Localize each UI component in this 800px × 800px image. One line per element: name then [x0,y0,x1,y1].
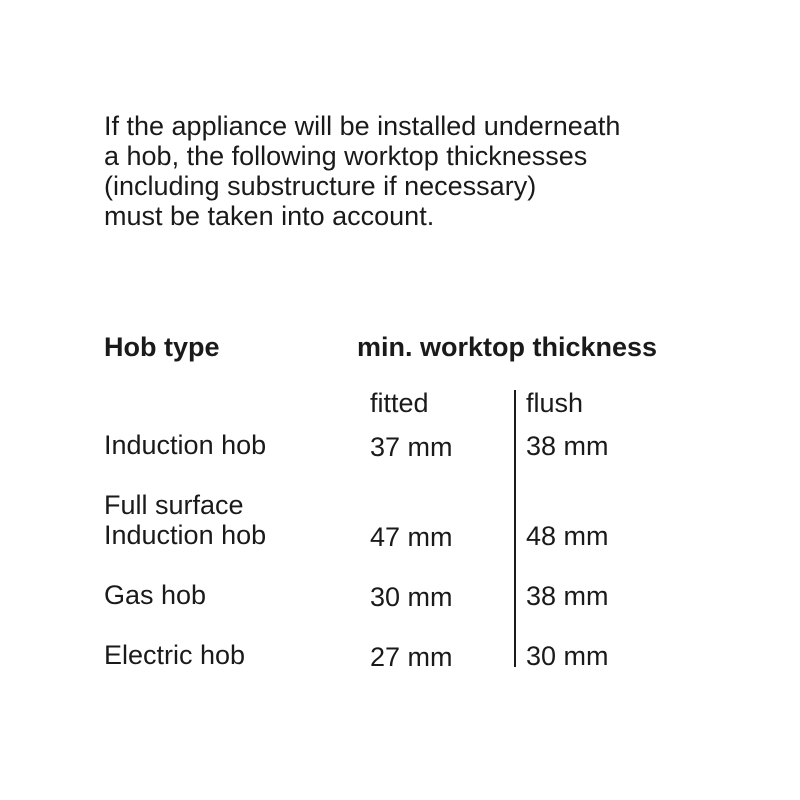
intro-line: (including substructure if necessary) [104,171,537,201]
intro-line: must be taken into account. [104,201,435,231]
row-fitted-value: 30 mm [370,582,453,612]
column-divider [514,390,516,667]
row-hob-type: Induction hob [104,520,267,550]
row-hob-type: Induction hob [104,430,267,460]
column-header-hob-type: Hob type [104,332,220,362]
row-flush-value: 38 mm [526,581,609,611]
row-flush-value: 38 mm [526,431,609,461]
intro-line: If the appliance will be installed underneath [104,111,621,141]
row-flush-value: 30 mm [526,641,609,671]
intro-line: a hob, the following worktop thicknesses [104,141,588,171]
row-fitted-value: 47 mm [370,522,453,552]
row-flush-value: 48 mm [526,521,609,551]
row-fitted-value: 37 mm [370,432,453,462]
subheader-fitted: fitted [370,388,429,418]
row-fitted-value: 27 mm [370,642,453,672]
column-header-min-worktop-thickness: min. worktop thickness [357,332,658,362]
row-hob-type: Gas hob [104,580,207,610]
subheader-flush: flush [526,388,584,418]
row-hob-type: Full surface [104,490,244,520]
intro-paragraph [104,111,764,231]
row-hob-type: Electric hob [104,640,246,670]
